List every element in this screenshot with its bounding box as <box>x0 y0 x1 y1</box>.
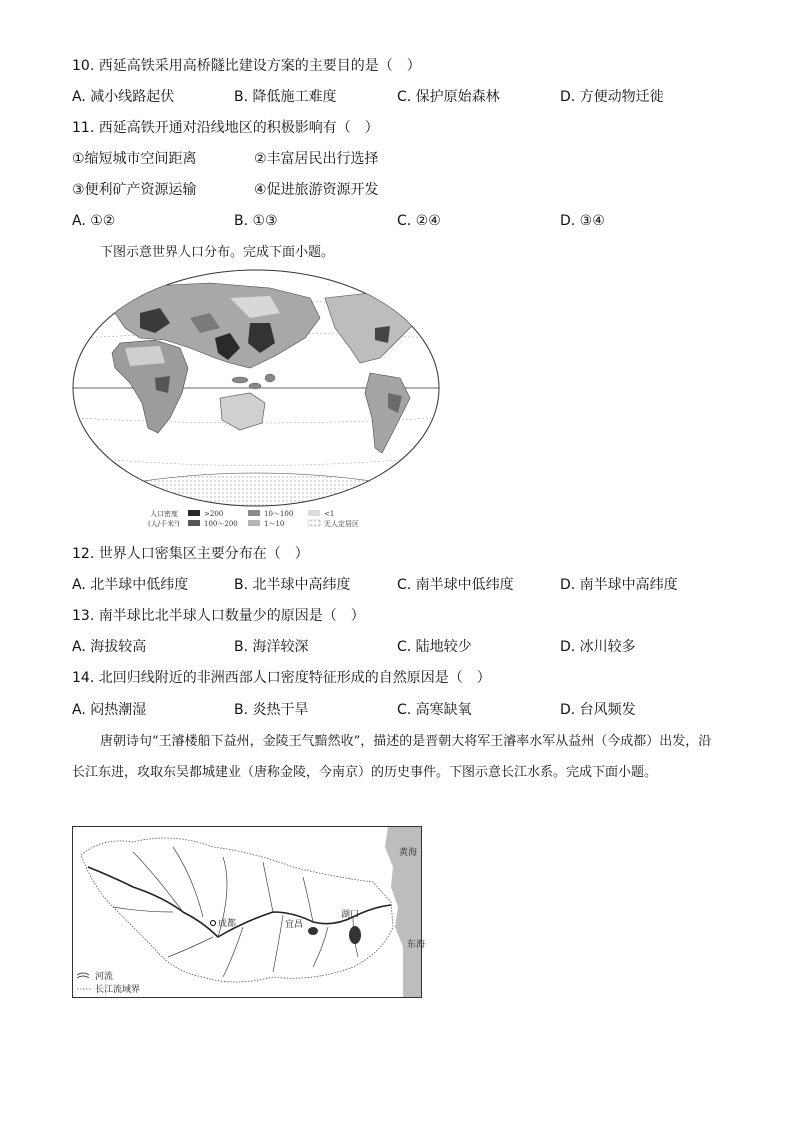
q11-item-2: ②丰富居民出行选择 <box>254 151 379 167</box>
q14-option-d[interactable]: D. 台风频发 <box>560 702 636 718</box>
chengdu-marker <box>211 921 216 926</box>
q12-option-d[interactable]: D. 南半球中高纬度 <box>560 577 678 593</box>
q11-item-4: ④促进旅游资源开发 <box>254 182 379 198</box>
q13-option-c[interactable]: C. 陆地较少 <box>397 639 472 655</box>
q14-option-b[interactable]: B. 炎热干旱 <box>234 702 309 718</box>
legend-river-symbol <box>77 973 89 978</box>
legend-swatch-6 <box>308 520 320 526</box>
world-map-svg <box>70 268 442 536</box>
legend-label-3: <1 <box>324 510 335 518</box>
q10-option-c[interactable]: C. 保护原始森林 <box>397 89 500 105</box>
q14-option-a[interactable]: A. 闷热潮湿 <box>72 702 147 718</box>
yangtze-river-map <box>72 826 426 998</box>
poyang-lake <box>349 926 361 944</box>
yangtze-main-river <box>88 867 391 937</box>
legend-label-2: 10～100 <box>264 510 294 518</box>
legend-label-4: 100～200 <box>204 520 238 528</box>
q13-option-a[interactable]: A. 海拔较高 <box>72 639 147 655</box>
map1-legend <box>148 509 359 528</box>
q11-option-b[interactable]: B. ①③ <box>234 213 278 229</box>
map2-intro-paragraph: 唐朝诗句“王濬楼船下益州，金陵王气黯然收”，描述的是晋朝大将军王濬率水军从益州（今成都）出发，沿长江东进，攻取东吴都城建业（唐称金陵，今南京）的历史事件。下图示意长江水系。完成下面小题。 <box>72 734 712 780</box>
legend-swatch-3 <box>308 510 320 516</box>
q11-item-1: ①缩短城市空间距离 <box>72 151 197 167</box>
q12-option-a[interactable]: A. 北半球中低纬度 <box>72 577 189 593</box>
label-hukou: 湖口 <box>341 910 360 920</box>
q14-option-c[interactable]: C. 高寒缺氧 <box>397 702 472 718</box>
map2-legend <box>77 970 140 995</box>
question-13-stem: 13. 南半球比北半球人口数量少的原因是（ ） <box>72 608 365 624</box>
question-14-stem: 14. 北回归线附近的非洲西部人口密度特征形成的自然原因是（ ） <box>72 670 491 686</box>
legend-label-1: >200 <box>204 510 224 518</box>
q12-option-b[interactable]: B. 北半球中高纬度 <box>234 577 351 593</box>
q13-option-d[interactable]: D. 冰川较多 <box>560 639 636 655</box>
label-yichang: 宜昌 <box>285 920 304 930</box>
legend-boundary-label: 长江流域界 <box>95 985 141 995</box>
q12-option-c[interactable]: C. 南半球中低纬度 <box>397 577 514 593</box>
legend-river-label: 河流 <box>95 972 114 982</box>
legend-swatch-5 <box>248 520 260 526</box>
dongting-lake <box>308 927 318 935</box>
legend-unit: (人/千米²) <box>148 520 180 528</box>
legend-label-6: 无人定居区 <box>324 520 359 528</box>
question-12-stem: 12. 世界人口密集区主要分布在（ ） <box>72 546 309 562</box>
label-donghai: 东海 <box>407 940 426 950</box>
question-10-stem: 10. 西延高铁采用高桥隧比建设方案的主要目的是（ ） <box>72 58 421 74</box>
legend-swatch-1 <box>188 510 200 516</box>
label-huanghai: 黄海 <box>399 848 418 858</box>
q13-option-b[interactable]: B. 海洋较深 <box>234 639 309 655</box>
q10-option-b[interactable]: B. 降低施工难度 <box>234 89 337 105</box>
legend-swatch-2 <box>248 510 260 516</box>
world-population-map <box>70 268 442 536</box>
q10-option-d[interactable]: D. 方便动物迁徙 <box>560 89 664 105</box>
legend-label-5: 1～10 <box>264 520 285 528</box>
legend-swatch-4 <box>188 520 200 526</box>
q11-option-c[interactable]: C. ②④ <box>397 213 441 229</box>
q11-item-3: ③便利矿产资源运输 <box>72 182 197 198</box>
map1-intro: 下图示意世界人口分布。完成下面小题。 <box>100 245 335 260</box>
legend-title: 人口密度 <box>150 510 178 518</box>
question-11-stem: 11. 西延高铁开通对沿线地区的积极影响有（ ） <box>72 120 379 136</box>
yangtze-map-svg <box>73 827 426 997</box>
q11-option-d[interactable]: D. ③④ <box>560 213 605 229</box>
q10-option-a[interactable]: A. 减小线路起伏 <box>72 89 175 105</box>
label-chengdu: 成都 <box>218 919 237 929</box>
q11-option-a[interactable]: A. ①② <box>72 213 116 229</box>
